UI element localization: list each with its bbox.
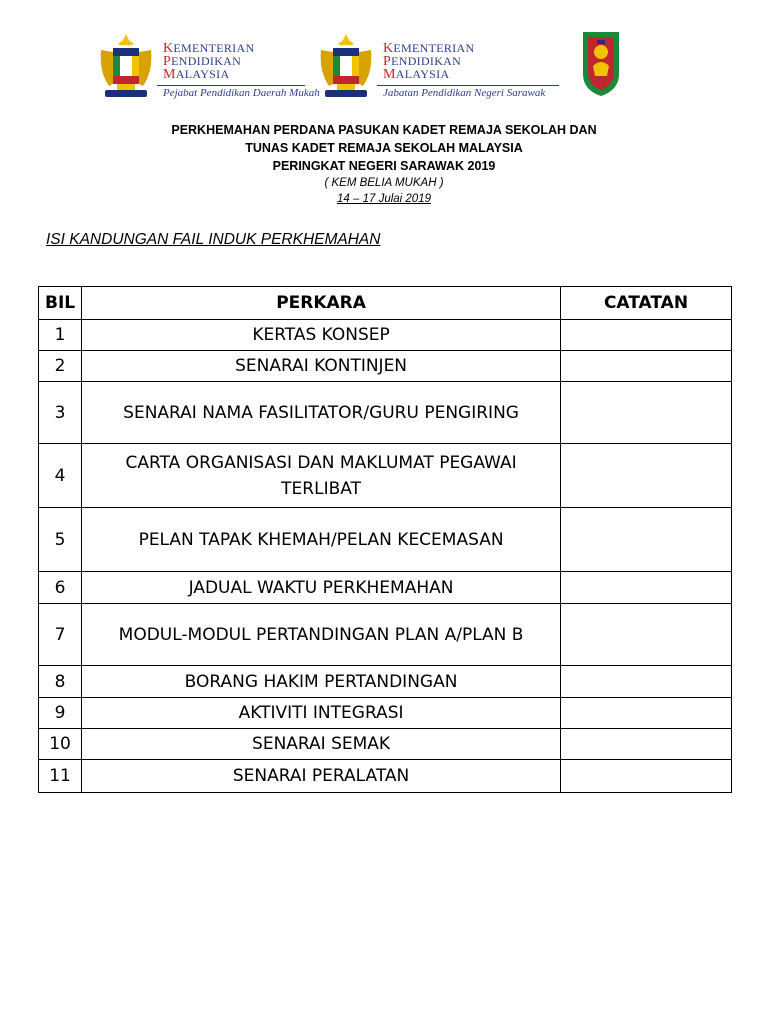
table-row — [39, 572, 732, 604]
wordmark-line: EMENTERIAN — [173, 41, 255, 55]
malaysia-coat-of-arms-icon — [95, 32, 157, 104]
cell-bil: 2 — [39, 351, 82, 382]
cell-catatan — [561, 382, 732, 444]
cell-perkara: SENARAI NAMA FASILITATOR/GURU PENGIRING — [82, 382, 561, 444]
cell-catatan — [561, 508, 732, 572]
cell-bil: 5 — [39, 508, 82, 572]
cell-catatan — [561, 320, 732, 351]
cell-perkara: AKTIVITI INTEGRASI — [82, 698, 561, 729]
cell-bil: 6 — [39, 572, 82, 604]
cell-catatan — [561, 698, 732, 729]
cell-bil: 1 — [39, 320, 82, 351]
table-row — [39, 351, 732, 382]
cell-perkara: KERTAS KONSEP — [82, 320, 561, 351]
ministry-wordmark: KEMENTERIAN PENDIDIKAN MALAYSIA — [163, 41, 255, 82]
wordmark-rule — [157, 85, 305, 86]
wordmark-line: ALAYSIA — [395, 67, 450, 81]
wordmark-line: ALAYSIA — [175, 67, 230, 81]
cell-catatan — [561, 760, 732, 793]
cell-catatan — [561, 351, 732, 382]
wordmark-line: ENDIDIKAN — [391, 54, 462, 68]
cell-perkara: BORANG HAKIM PERTANDINGAN — [82, 666, 561, 698]
cell-perkara: PELAN TAPAK KHEMAH/PELAN KECEMASAN — [82, 508, 561, 572]
section-title: ISI KANDUNGAN FAIL INDUK PERKHEMAHAN — [46, 231, 381, 248]
table-header-row — [39, 287, 732, 320]
table-row — [39, 320, 732, 351]
cell-perkara: MODUL-MODUL PERTANDINGAN PLAN A/PLAN B — [82, 604, 561, 666]
header-title-line2: TUNAS KADET REMAJA SEKOLAH MALAYSIA — [245, 141, 523, 155]
cell-catatan — [561, 729, 732, 760]
cell-catatan — [561, 572, 732, 604]
cell-catatan — [561, 444, 732, 508]
logo-subtitle: Jabatan Pendidikan Negeri Sarawak — [383, 87, 546, 99]
table-row — [39, 444, 732, 508]
header-date: 14 – 17 Julai 2019 — [337, 193, 431, 205]
cell-perkara: SENARAI SEMAK — [82, 729, 561, 760]
cell-bil: 3 — [39, 382, 82, 444]
cell-catatan — [561, 666, 732, 698]
table-row — [39, 666, 732, 698]
logo-subtitle: Pejabat Pendidikan Daerah Mukah — [163, 87, 320, 99]
column-header-catatan: CATATAN — [561, 287, 732, 320]
header-venue: ( KEM BELIA MUKAH ) — [324, 177, 444, 189]
table-row — [39, 729, 732, 760]
cell-bil: 11 — [39, 760, 82, 793]
logo-ministry-mukah — [95, 30, 320, 110]
cell-bil: 9 — [39, 698, 82, 729]
cell-perkara: SENARAI KONTINJEN — [82, 351, 561, 382]
document-header — [0, 121, 768, 207]
ministry-wordmark: KEMENTERIAN PENDIDIKAN MALAYSIA — [383, 41, 475, 82]
malaysia-coat-of-arms-icon — [315, 32, 377, 104]
column-header-perkara: PERKARA — [82, 287, 561, 320]
wordmark-line: EMENTERIAN — [393, 41, 475, 55]
table-row — [39, 508, 732, 572]
cell-perkara: JADUAL WAKTU PERKHEMAHAN — [82, 572, 561, 604]
cell-bil: 10 — [39, 729, 82, 760]
cell-catatan — [561, 604, 732, 666]
sarawak-education-shield-icon — [581, 30, 621, 98]
table-row — [39, 698, 732, 729]
logo-bar — [95, 30, 615, 112]
cell-bil: 7 — [39, 604, 82, 666]
wordmark-rule — [377, 85, 559, 86]
logo-ministry-sarawak — [315, 30, 565, 110]
header-title-line3: PERINGKAT NEGERI SARAWAK 2019 — [272, 159, 496, 173]
cell-bil: 4 — [39, 444, 82, 508]
header-title-line1: PERKHEMAHAN PERDANA PASUKAN KADET REMAJA SEKOLAH DAN — [171, 123, 597, 137]
cell-perkara: SENARAI PERALATAN — [82, 760, 561, 793]
table-row — [39, 382, 732, 444]
contents-table — [38, 286, 732, 793]
table-row — [39, 760, 732, 793]
column-header-bil: BIL — [39, 287, 82, 320]
wordmark-line: ENDIDIKAN — [171, 54, 242, 68]
cell-bil: 8 — [39, 666, 82, 698]
table-row — [39, 604, 732, 666]
cell-perkara: CARTA ORGANISASI DAN MAKLUMAT PEGAWAI TERLIBAT — [82, 444, 561, 508]
